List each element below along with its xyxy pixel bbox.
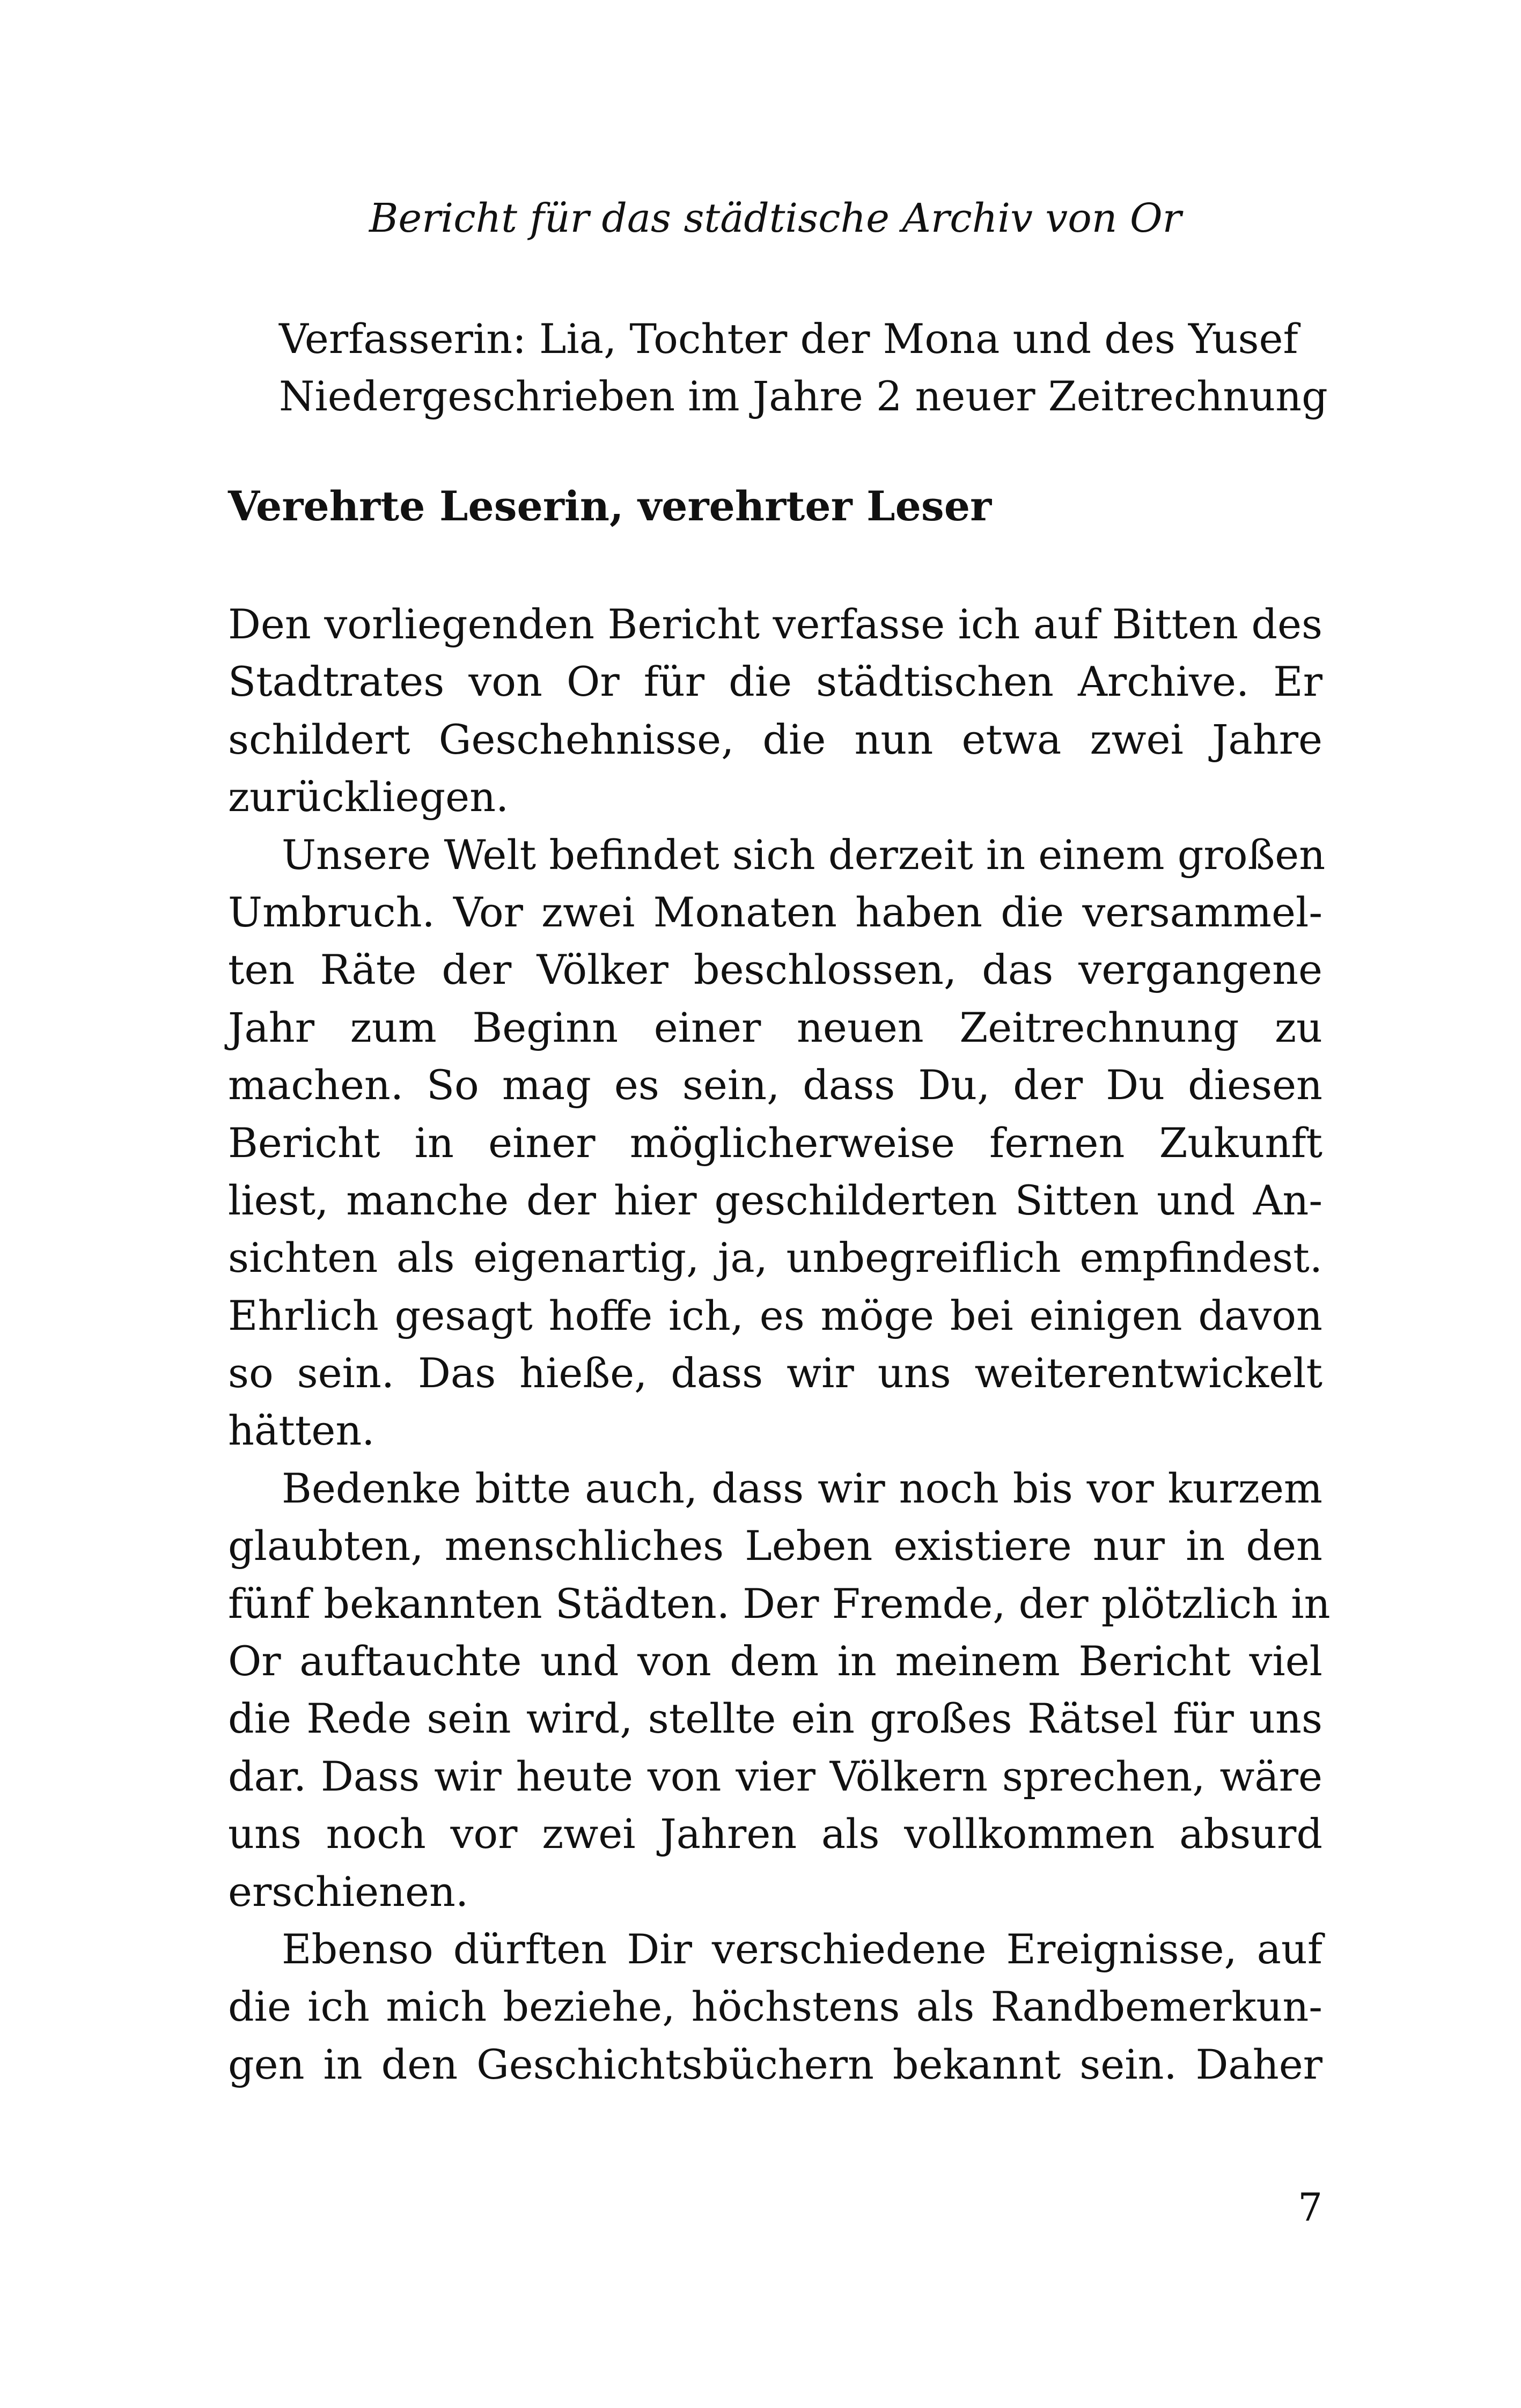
running-header: Bericht für das städtische Archiv von Or xyxy=(369,195,1181,241)
text-line: Ehrlich gesagt hoffe ich, es möge bei einigen davon xyxy=(228,1291,1322,1339)
text-line: Ebenso dürften Dir verschiedene Ereignisse, auf xyxy=(282,1925,1322,1973)
text-line: hätten. xyxy=(228,1406,375,1455)
page-number: 7 xyxy=(1298,2185,1322,2230)
text-line: uns noch vor zwei Jahren als vollkommen absurd xyxy=(228,1810,1322,1858)
text-line: zurückliegen. xyxy=(228,773,509,821)
text-line: gen in den Geschichtsbüchern bekannt sein. Daher xyxy=(228,2040,1322,2088)
text-line: Jahr zum Beginn einer neuen Zeitrechnung zu xyxy=(228,1003,1322,1051)
body-text xyxy=(228,595,1331,2093)
text-line: ten Räte der Völker beschlossen, das vergangene xyxy=(228,946,1322,994)
text-line: Bedenke bitte auch, dass wir noch bis vor kurzem xyxy=(282,1464,1322,1512)
text-line: die Rede sein wird, stellte ein großes Rätsel für uns xyxy=(228,1695,1322,1743)
text-line: dar. Dass wir heute von vier Völkern sprechen, wäre xyxy=(228,1752,1322,1800)
text-line: so sein. Das hieße, dass wir uns weiterentwickelt xyxy=(228,1349,1322,1397)
text-line: Stadtrates von Or für die städtischen Archive. Er xyxy=(228,658,1322,706)
text-line: schildert Geschehnisse, die nun etwa zwei Jahre xyxy=(228,715,1322,763)
text-line: glaubten, menschliches Leben existiere nur in den xyxy=(228,1522,1322,1570)
text-line: liest, manche der hier geschilderten Sitten und An- xyxy=(228,1176,1322,1224)
text-line: die ich mich beziehe, höchstens als Randbemerkun- xyxy=(228,1983,1322,2031)
text-line: Umbruch. Vor zwei Monaten haben die versammel- xyxy=(228,888,1322,936)
text-line: fünf bekannten Städten. Der Fremde, der plötzlich in xyxy=(228,1579,1331,1628)
text-line: machen. So mag es sein, dass Du, der Du diesen xyxy=(228,1061,1322,1109)
author-block xyxy=(279,310,1352,425)
greeting-heading: Verehrte Leserin, verehrter Leser xyxy=(228,482,992,530)
text-line: Den vorliegenden Bericht verfasse ich auf Bitten des xyxy=(228,600,1322,648)
author-line: Verfasserin: Lia, Tochter der Mona und des Yusef xyxy=(279,315,1298,363)
date-line: Niedergeschrieben im Jahre 2 neuer Zeitrechnung xyxy=(279,372,1328,420)
text-line: erschienen. xyxy=(228,1867,469,1916)
text-line: sichten als eigenartig, ja, unbegreiflich empfindest. xyxy=(228,1234,1322,1282)
text-line: Or auftauchte und von dem in meinem Bericht viel xyxy=(228,1637,1322,1685)
text-line: Unsere Welt befindet sich derzeit in einem großen xyxy=(282,830,1326,879)
text-line: Bericht in einer möglicherweise fernen Zukunft xyxy=(228,1118,1322,1167)
